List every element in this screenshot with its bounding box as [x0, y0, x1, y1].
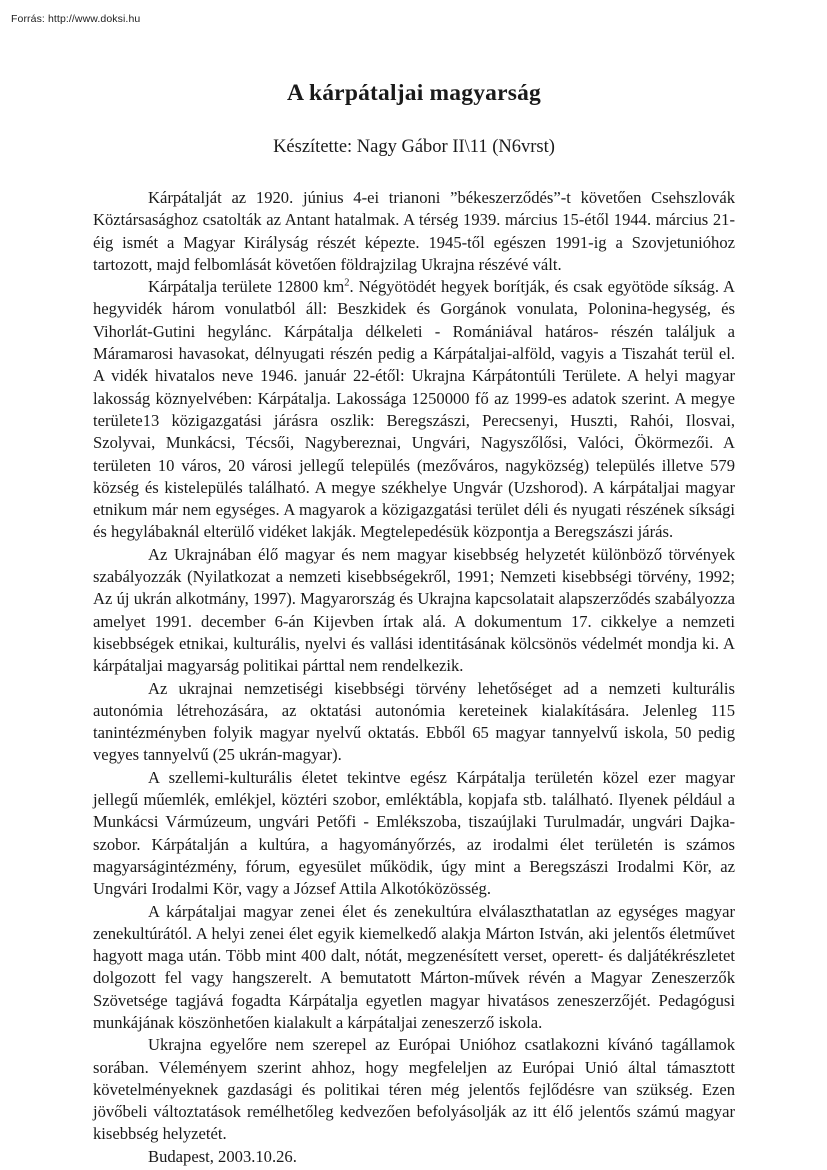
closing-place-date: Budapest, 2003.10.26.: [148, 1146, 297, 1166]
document-content: [93, 78, 735, 1168]
superscript: 2: [344, 277, 350, 289]
paragraph: Kárpátalját az 1920. június 4-ei trianoni ”békeszerződés”-t követően Csehszlovák Köztársasághoz csatolták az Antant hatalmak. A térség 1939. március 15-étől 1944. március 21-éig ismét a Magyar Királyság részét képezte. 1945-től egészen 1991-ig a Szovjetunióhoz tartozott, majd felbomlását követően földrajzilag Ukrajna részévé vált.: [93, 188, 735, 274]
paragraph: Kárpátalja területe 12800 $km^2$. Négyötödét hegyek borítják, és csak egyötöde síkság. A hegyvidék három vonulatból áll: Beszkidek és Gorgánok vonulata, Polonina-hegység, és Vihorlát-Gutini hegylánc. Kárpátalja délkeleti - Romániával határos- részén találjuk a Máramarosi havasokat, délnyugati részén pedig a Kárpátaljai-alföld, vagyis a Tiszahát terül el. A vidék hivatalos neve 1946. január 22-étől: Ukrajna Kárpátontúli Területe. A helyi magyar lakosság köznyelvében: Kárpátalja. Lakossága 1250000 fő az 1999-es adatok szerint. A megye területe13 közigazgatási járásra oszlik: Beregszászi, Perecsenyi, Huszti, Rahói, Ilosvai, Szolyvai, Munkácsi, Técsői, Nagybereznai, Ungvári, Nagyszőlősi, Valóci, Ökörmezői. A területen 10 város, 20 városi jellegű település (mezőváros, nagyközség) település illetve 579 község és kistelepülés található. A megye székhelye Ungvár (Uzshorod). A kárpátaljai magyar etnikum már nem egységes. A magyarok a közigazgatási terület déli és nyugati részének síksági és hegylábaknál elterülő vidéket lakják. Megtelepedésük központja a Beregszászi járás.: [93, 277, 735, 542]
body-paragraphs: [93, 187, 735, 1146]
paragraph: Az Ukrajnában élő magyar és nem magyar kisebbség helyzetét különböző törvények szabályozzák (Nyilatkozat a nemzeti kisebbségekről, 1991; Nemzeti kisebbségi törvény, 1992; Az új ukrán alkotmány, 1997). Magyarország és Ukrajna kapcsolatait alapszerződés szabályozza amelyet 1991. december 6-án Kijevben írtak alá. A dokumentum 17. cikkelye a nemzeti kisebbségek etnikai, kulturális, nyelvi és vallási identitásának kölcsönös védelmét mondja ki. A kárpátaljai magyarság politikai párttal nem rendelkezik.: [93, 544, 735, 676]
paragraph: Az ukrajnai nemzetiségi kisebbségi törvény lehetőséget ad a nemzeti kulturális autonómia létrehozására, az oktatási autonómia kereteinek kialakítására. Jelenleg 115 tanintézményben folyik magyar nyelvű oktatás. Ebből 65 magyar tannyelvű iskola, 50 pedig vegyes tannyelvű (25 ukrán-magyar).: [93, 678, 735, 765]
paragraph: A kárpátaljai magyar zenei élet és zenekultúra elválaszthatatlan az egységes magyar zenekultúrától. A helyi zenei élet egyik kiemelkedő alakja Márton István, aki jelentős életművet hagyott maga után. Több mint 400 dalt, nótát, megzenésített verset, operett- és daljátékrészletet dolgozott fel vagy hangszerelt. A bemutatott Márton-művek révén a Magyar Zeneszerzők Szövetsége tagjává fogadta Kárpátalja egyetlen magyar hivatásos zeneszerzőjét. Pedagógusi munkájának köszönhetően kialakult a kárpátaljai zeneszerző iskola.: [93, 901, 735, 1032]
paragraph: A szellemi-kulturális életet tekintve egész Kárpátalja területén közel ezer magyar jellegű műemlék, emlékjel, köztéri szobor, emléktábla, kopjafa stb. található. Ilyenek például a Munkácsi Vármúzeum, ungvári Petőfi - Emlékszoba, tiszaújlaki Turulmadár, ungvári Dajka-szobor. Kárpátalján a kultúra, a hagyományőrzés, az irodalmi élet területén is számos magyarságintézmény, fórum, egyesület működik, úgy mint a Beregszászi Irodalmi Kör, az Ungvári Irodalmi Kör, vagy a József Attila Alkotóközösség.: [93, 767, 735, 899]
source-url-watermark: Forrás: http://www.doksi.hu: [11, 13, 141, 25]
author-line: Készítette: Nagy Gábor II\11 (N6vrst): [273, 137, 555, 157]
page-title: A kárpátaljai magyarság: [287, 80, 541, 106]
paragraph: Ukrajna egyelőre nem szerepel az Európai Unióhoz csatlakozni kívánó tagállamok sorában. Véleményem szerint ahhoz, hogy megfeleljen az Európai Unió által támasztott követelményeknek gazdasági és politikai téren még jelentős fejlődésre van szükség. Ezen jövőbeli változtatások remélhetőleg kedvezően befolyásolják az itt élő jelentős számú magyar kisebbség helyzetét.: [93, 1035, 735, 1144]
